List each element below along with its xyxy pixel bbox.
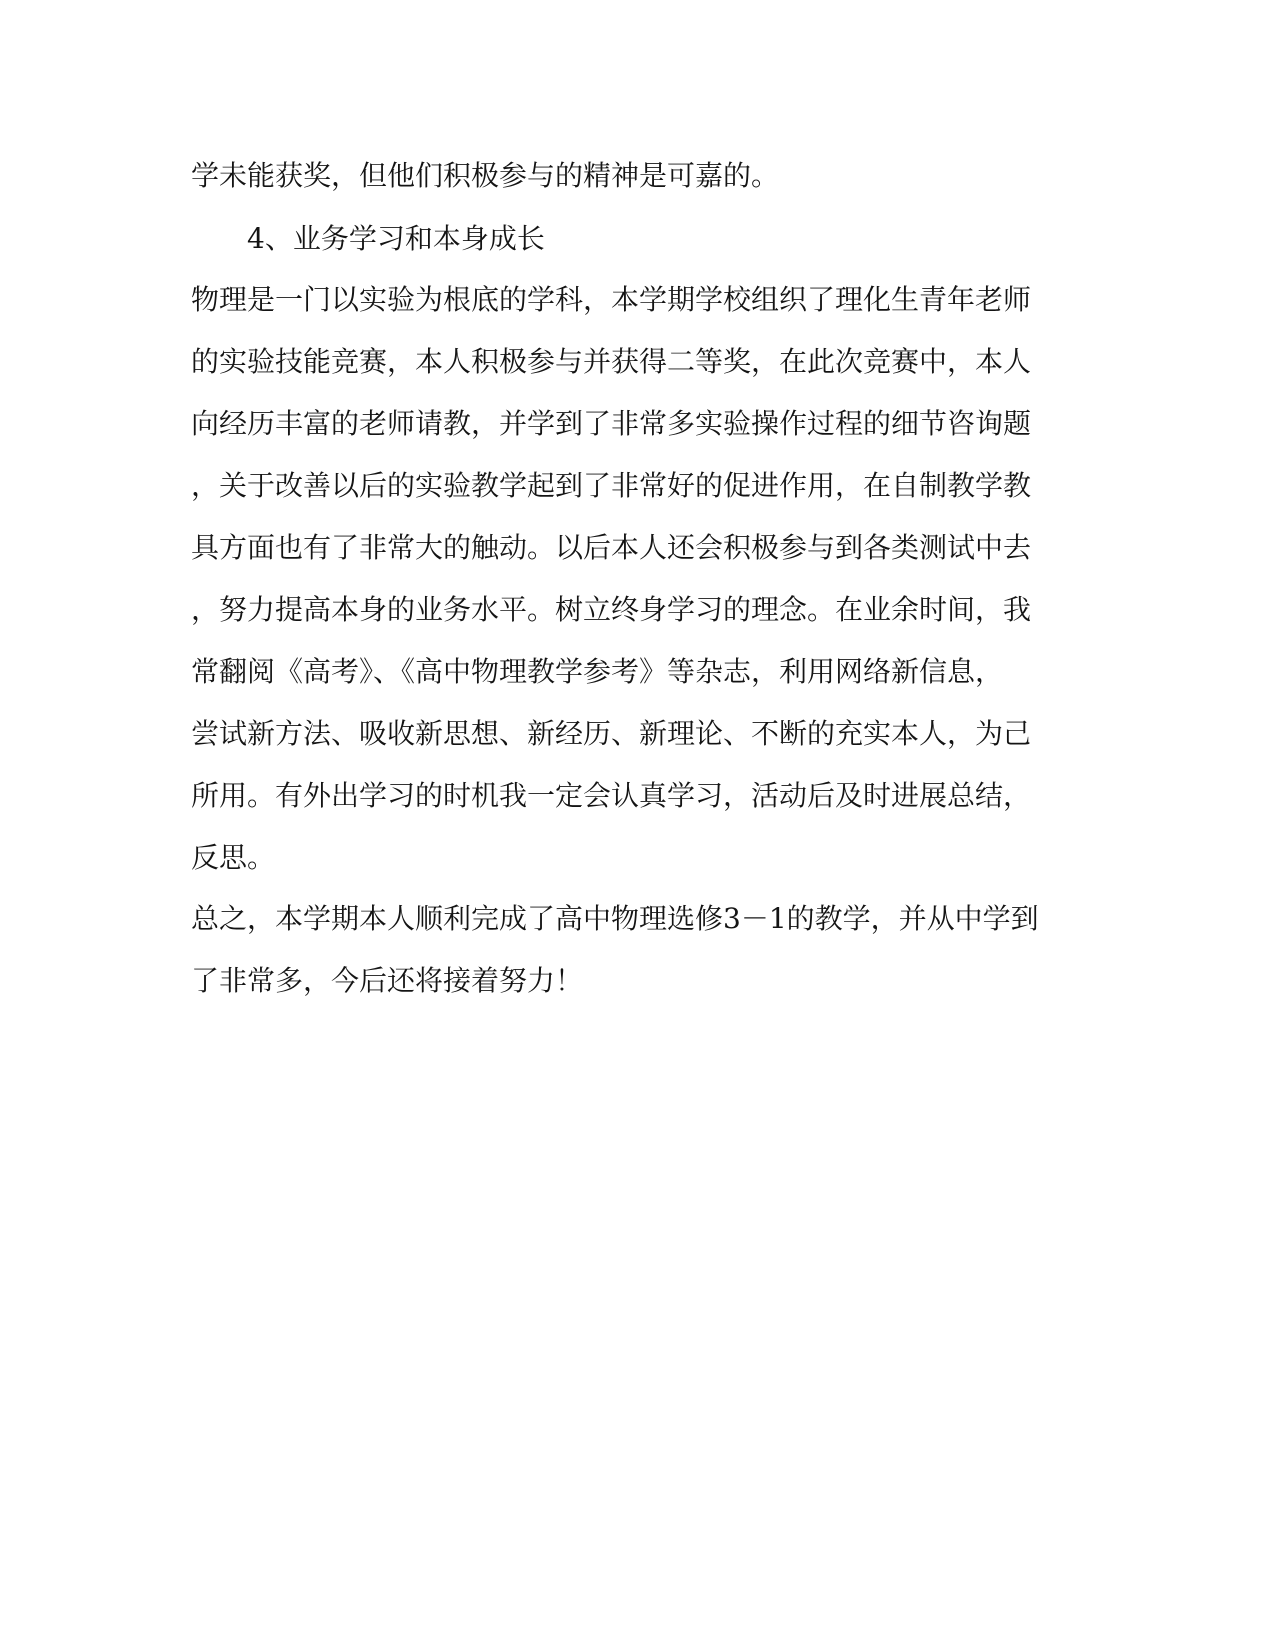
paragraph-line-5: 向经历丰富的老师请教，并学到了非常多实验操作过程的细节咨询题 xyxy=(191,407,1032,440)
paragraph-line-8: ，努力提高本身的业务水平。树立终身学习的理念。在业余时间，我 xyxy=(191,593,1032,626)
paragraph-line-7: 具方面也有了非常大的触动。以后本人还会积极参与到各类测试中去 xyxy=(191,531,1032,564)
summary-line-1: 总之，本学期本人顺利完成了高中物理选修3－1的教学，并从中学到 xyxy=(191,902,1039,935)
paragraph-line-12: 反思。 xyxy=(191,841,276,874)
paragraph-line-9: 常翻阅《高考》、《高中物理教学参考》等杂志，利用网络新信息， xyxy=(191,655,1004,688)
paragraph-line-1: 学未能获奖，但他们积极参与的精神是可嘉的。 xyxy=(191,159,780,192)
paragraph-line-4: 的实验技能竞赛，本人积极参与并获得二等奖，在此次竞赛中，本人 xyxy=(191,345,1032,378)
paragraph-line-11: 所用。有外出学习的时机我一定会认真学习，活动后及时进展总结， xyxy=(191,779,1032,812)
summary-line-2: 了非常多，今后还将接着努力！ xyxy=(191,964,584,997)
paragraph-line-6: ，关于改善以后的实验教学起到了非常好的促进作用，在自制教学教 xyxy=(191,469,1032,502)
paragraph-line-3: 物理是一门以实验为根底的学科，本学期学校组织了理化生青年老师 xyxy=(191,283,1032,316)
paragraph-line-10: 尝试新方法、吸收新思想、新经历、新理论、不断的充实本人，为己 xyxy=(191,717,1032,750)
section-heading-business-study: 4、业务学习和本身成长 xyxy=(247,222,545,255)
